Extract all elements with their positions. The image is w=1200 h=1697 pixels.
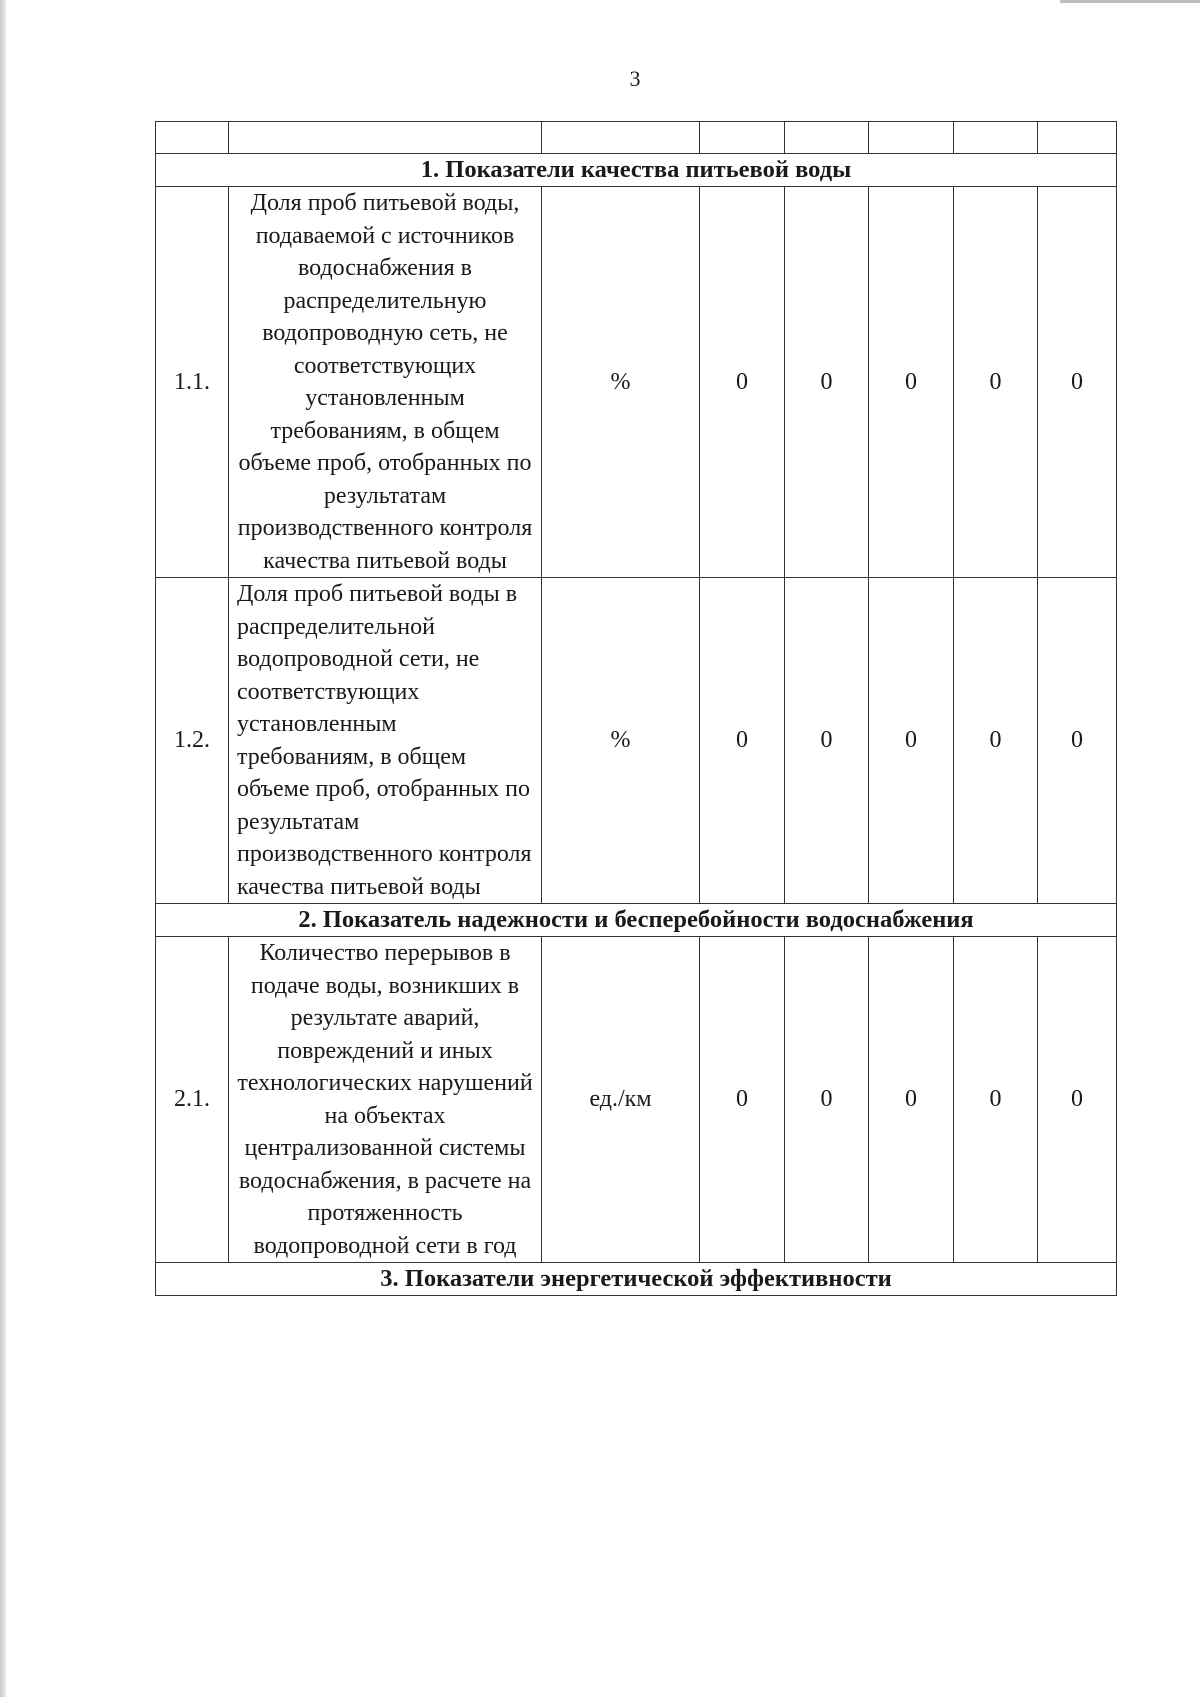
section-title: 3. Показатели энергетической эффективности — [156, 1263, 1117, 1296]
indicator-name: Доля проб питьевой воды в распределительной водопроводной сети, не соответствующих установленным требованиям, в общем объеме проб, отобранных по результатам производственного контроля качества питьевой воды — [229, 578, 542, 904]
value-cell: 0 — [1038, 578, 1117, 904]
section-title: 1. Показатели качества питьевой воды — [156, 154, 1117, 187]
table-row — [156, 937, 1117, 1263]
section-heading-row — [156, 904, 1117, 937]
header-cell — [156, 122, 229, 154]
value-cell: 0 — [954, 937, 1038, 1263]
indicator-name: Количество перерывов в подаче воды, возникших в результате аварий, повреждений и иных технологических нарушений на объектах централизованной системы водоснабжения, в расчете на протяженность водопроводной сети в год — [229, 937, 542, 1263]
value-cell: 0 — [869, 937, 954, 1263]
value-cell: 0 — [1038, 937, 1117, 1263]
header-cell — [785, 122, 869, 154]
unit-cell: ед./км — [542, 937, 700, 1263]
header-cell — [1038, 122, 1117, 154]
indicator-name: Доля проб питьевой воды, подаваемой с источников водоснабжения в распределительную водопроводную сеть, не соответствующих установленным требованиям, в общем объеме проб, отобранных по результатам производственного контроля качества питьевой воды — [229, 187, 542, 578]
row-number: 2.1. — [156, 937, 229, 1263]
header-cell — [229, 122, 542, 154]
row-number: 1.2. — [156, 578, 229, 904]
table-row — [156, 187, 1117, 578]
table-row — [156, 578, 1117, 904]
value-cell: 0 — [869, 578, 954, 904]
header-cell — [954, 122, 1038, 154]
row-number: 1.1. — [156, 187, 229, 578]
value-cell: 0 — [700, 937, 785, 1263]
page-number: 3 — [629, 66, 641, 91]
value-cell: 0 — [785, 937, 869, 1263]
header-cell — [542, 122, 700, 154]
indicators-table — [155, 121, 1117, 1296]
section-title: 2. Показатель надежности и бесперебойности водоснабжения — [156, 904, 1117, 937]
scan-edge-left — [0, 0, 6, 1697]
value-cell: 0 — [785, 187, 869, 578]
scan-edge-top — [1060, 0, 1200, 3]
unit-cell: % — [542, 578, 700, 904]
value-cell: 0 — [700, 187, 785, 578]
table-header-row — [156, 122, 1117, 154]
value-cell: 0 — [954, 187, 1038, 578]
header-cell — [700, 122, 785, 154]
value-cell: 0 — [1038, 187, 1117, 578]
section-heading-row — [156, 1263, 1117, 1296]
value-cell: 0 — [869, 187, 954, 578]
section-heading-row — [156, 154, 1117, 187]
unit-cell: % — [542, 187, 700, 578]
value-cell: 0 — [785, 578, 869, 904]
header-cell — [869, 122, 954, 154]
value-cell: 0 — [700, 578, 785, 904]
value-cell: 0 — [954, 578, 1038, 904]
